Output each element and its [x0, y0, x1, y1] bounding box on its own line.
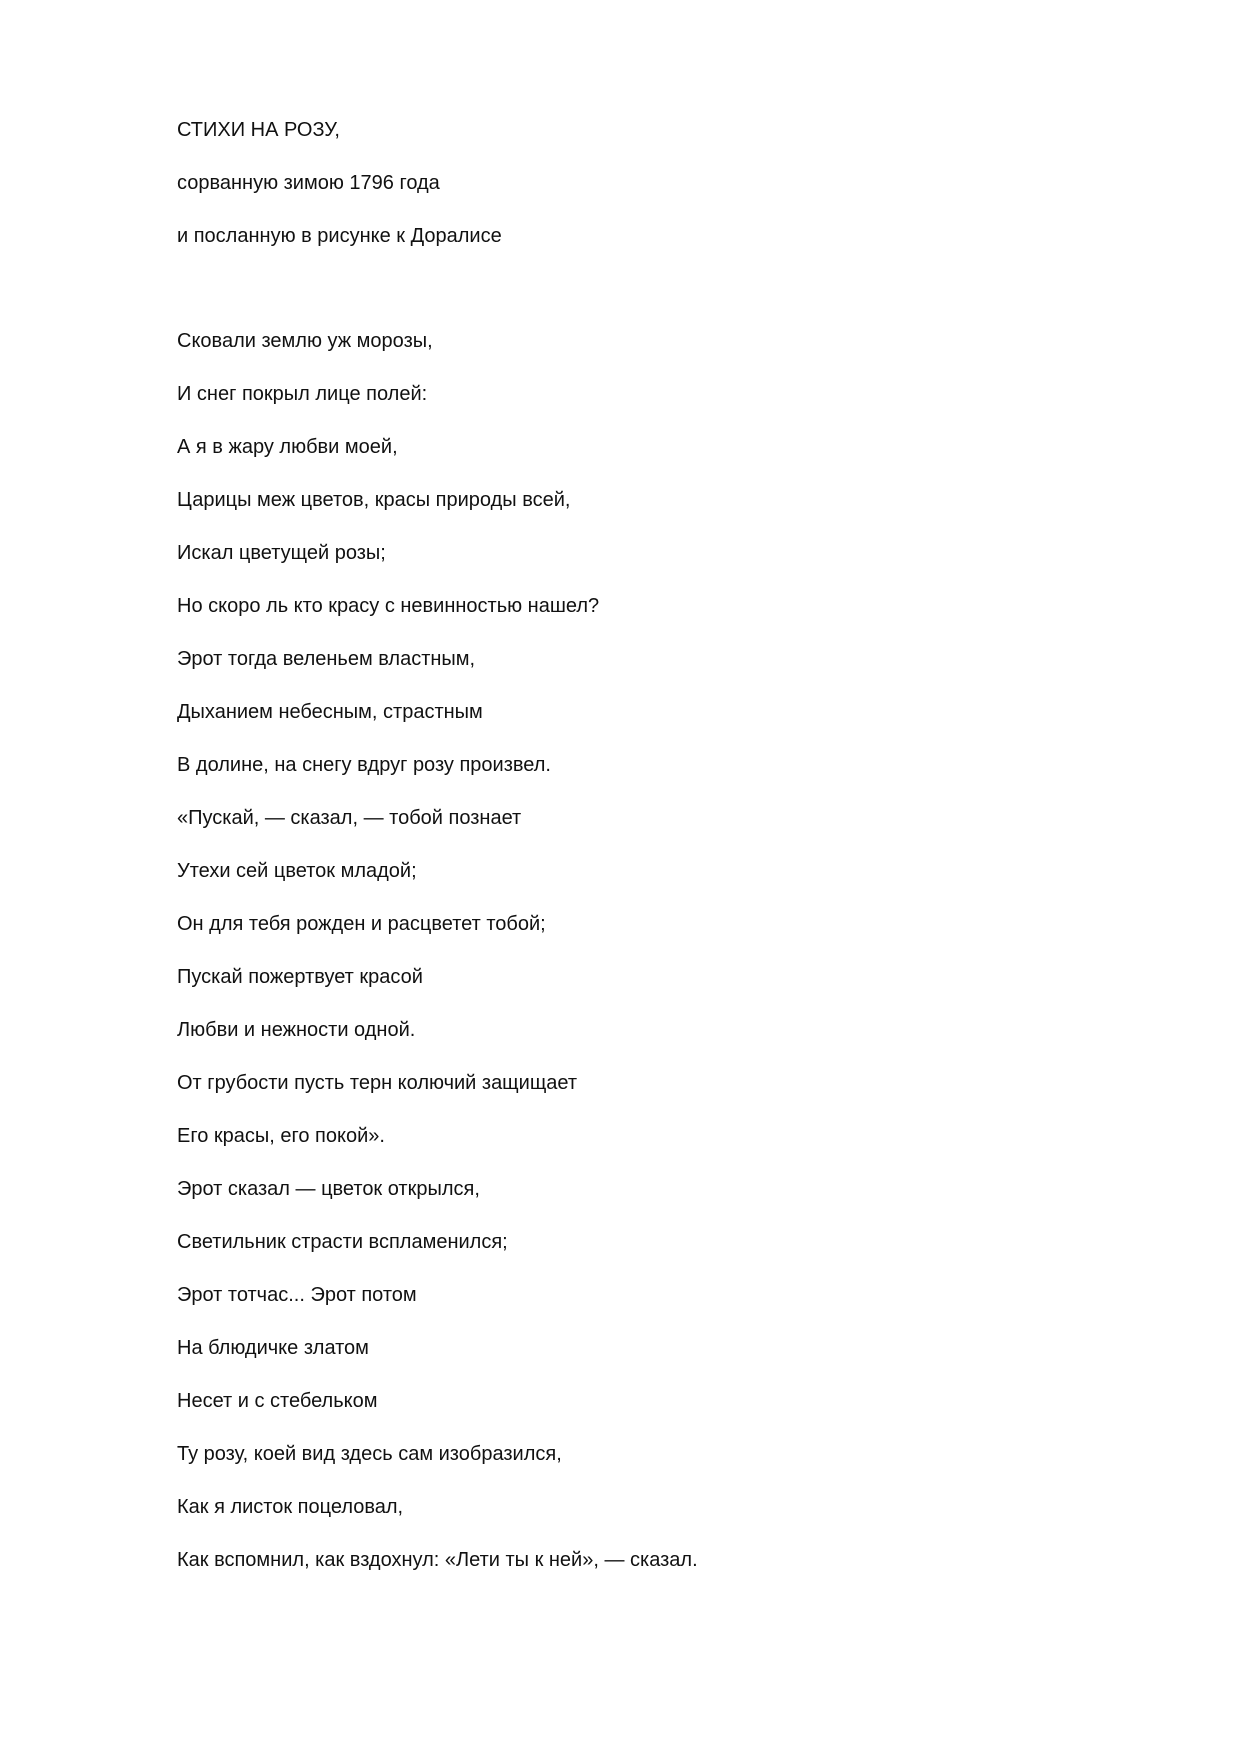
- verse-line: Светильник страсти вспламенился;: [177, 1231, 508, 1253]
- verse-line: Утехи сей цветок младой;: [177, 860, 417, 882]
- verse-line: Любви и нежности одной.: [177, 1019, 416, 1041]
- verse-line: От грубости пусть терн колючий защищает: [177, 1072, 578, 1094]
- verse-line: Эрот сказал — цветок открылся,: [177, 1178, 480, 1200]
- verse-line: В долине, на снегу вдруг розу произвел.: [177, 754, 551, 776]
- poem-text: [177, 116, 1177, 1599]
- verse-line: Пускай пожертвует красой: [177, 966, 423, 988]
- verse-line: И снег покрыл лице полей:: [177, 383, 428, 405]
- stanza-gap: [177, 275, 1177, 327]
- title-line: СТИХИ НА РОЗУ,: [177, 119, 340, 141]
- verse-line: Эрот тогда веленьем властным,: [177, 648, 476, 670]
- subtitle-line: и посланную в рисунке к Доралисе: [177, 225, 502, 247]
- verse-line: Как вспомнил, как вздохнул: «Лети ты к ней», — сказал.: [177, 1549, 698, 1571]
- verse-line: Но скоро ль кто красу с невинностью нашел?: [177, 595, 600, 617]
- verse-line: Сковали землю уж морозы,: [177, 330, 433, 352]
- verse-line: Как я листок поцеловал,: [177, 1496, 404, 1518]
- verse-line: Ту розу, коей вид здесь сам изобразился,: [177, 1443, 562, 1465]
- verse-line: Он для тебя рожден и расцветет тобой;: [177, 913, 546, 935]
- verse-line: Дыханием небесным, страстным: [177, 701, 483, 723]
- verse-line: Искал цветущей розы;: [177, 542, 386, 564]
- verse-line: Несет и с стебельком: [177, 1390, 378, 1412]
- verse-line: Царицы меж цветов, красы природы всей,: [177, 489, 571, 511]
- verse-line: Его красы, его покой».: [177, 1125, 385, 1147]
- verse-line: А я в жару любви моей,: [177, 436, 398, 458]
- verse-line: Эрот тотчас... Эрот потом: [177, 1284, 417, 1306]
- verse-line: «Пускай, — сказал, — тобой познает: [177, 807, 522, 829]
- verse-line: На блюдичке златом: [177, 1337, 369, 1359]
- subtitle-line: сорванную зимою 1796 года: [177, 172, 440, 194]
